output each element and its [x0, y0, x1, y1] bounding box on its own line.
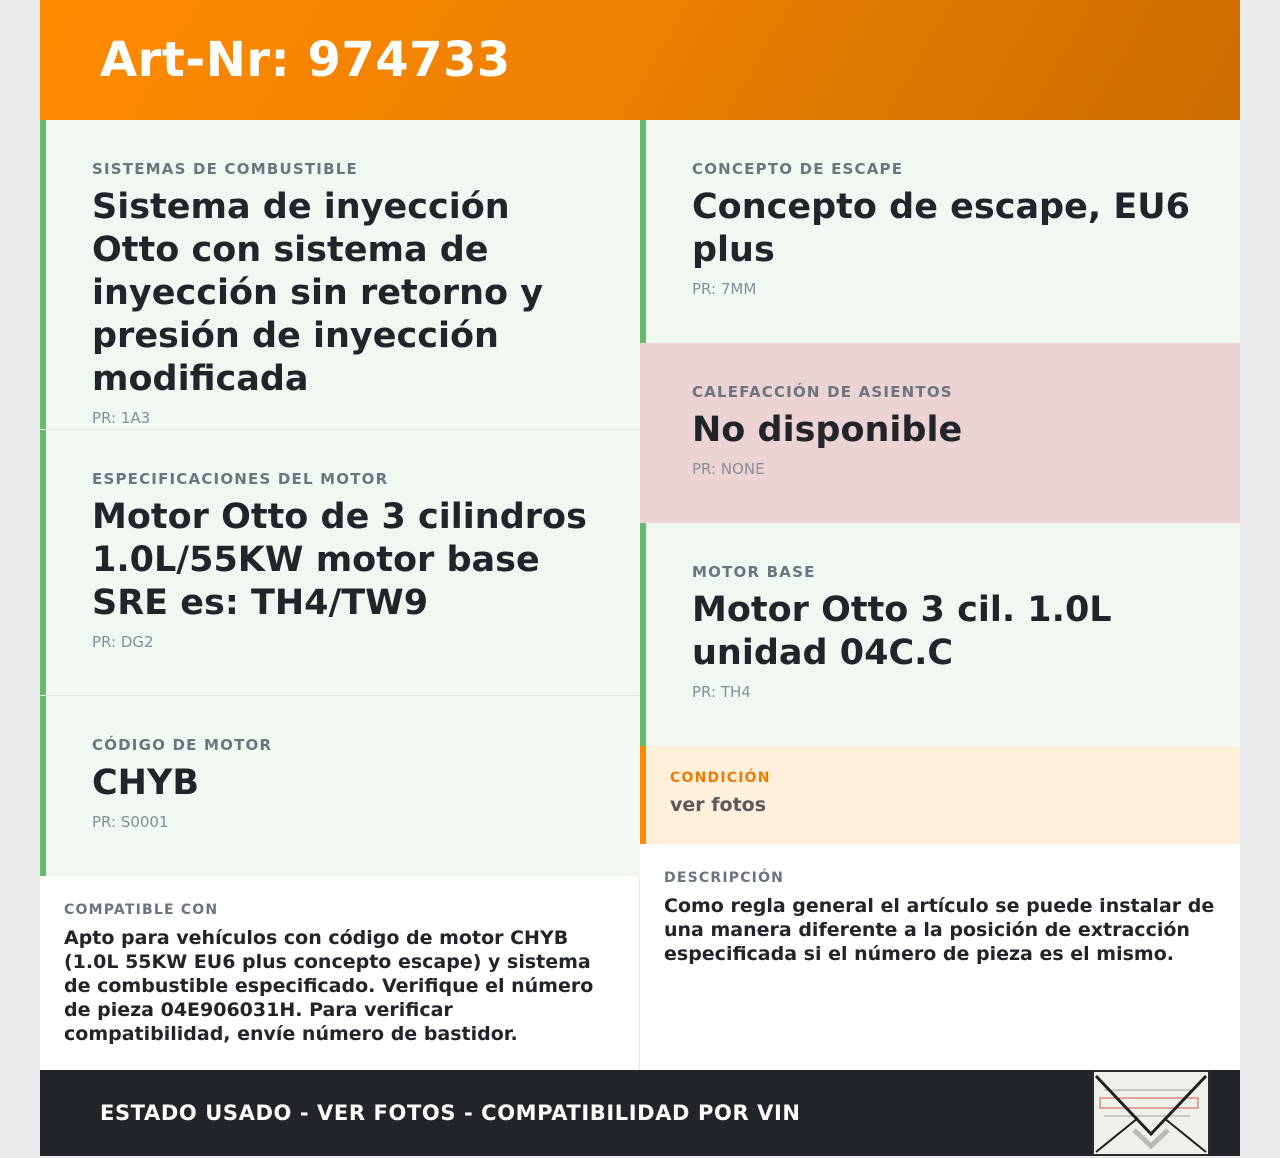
spec-pr-code: PR: S0001 — [92, 813, 169, 831]
compatible-section — [40, 902, 640, 1046]
column-divider — [639, 876, 640, 1070]
spec-label: CONCEPTO DE ESCAPE — [692, 160, 904, 178]
footer-bar — [40, 1070, 1240, 1156]
description-label: DESCRIPCIÓN — [664, 870, 785, 886]
spec-value: Sistema de inyección Otto con sistema de inyección sin retorno y presión de inyección modificada — [92, 187, 544, 399]
envelope-graphic — [1094, 1072, 1208, 1154]
spec-value: Motor Otto 3 cil. 1.0L unidad 04C.C — [692, 590, 1112, 673]
envelope-stamp-icon — [1092, 1070, 1210, 1156]
header-bar — [40, 0, 1240, 120]
article-number-title: Art-Nr: 974733 — [100, 32, 511, 88]
spec-value: Concepto de escape, EU6 plus — [692, 187, 1191, 270]
footer-text: ESTADO USADO - VER FOTOS - COMPATIBILIDAD POR VIN — [100, 1101, 801, 1125]
spec-card-engine-code — [40, 696, 640, 876]
spec-pr-code: PR: NONE — [692, 460, 765, 478]
compatible-text: Apto para vehículos con código de motor CHYB (1.0L 55KW EU6 plus concepto escape) y sistema de combustible especificado. Verifique el número de pieza 04E906031H. Para verificar compatibilidad, envíe número de bastidor. — [64, 927, 594, 1045]
spec-label: MOTOR BASE — [692, 563, 816, 581]
condition-box — [640, 746, 1240, 844]
description-section — [640, 870, 1240, 966]
compatible-label: COMPATIBLE CON — [64, 902, 219, 918]
spec-pr-code: PR: TH4 — [692, 683, 751, 701]
spec-label: CALEFACCIÓN DE ASIENTOS — [692, 383, 953, 401]
spec-pr-code: PR: 7MM — [692, 280, 757, 298]
condition-label: CONDICIÓN — [670, 770, 771, 786]
spec-value: CHYB — [92, 763, 199, 803]
spec-card-fuel-system — [40, 120, 640, 430]
spec-card-seat-heating — [640, 343, 1240, 523]
spec-card-base-engine — [640, 523, 1240, 746]
spec-value: No disponible — [692, 410, 963, 450]
spec-pr-code: PR: 1A3 — [92, 409, 151, 427]
description-text: Como regla general el artículo se puede instalar de una manera diferente a la posición de extracción especificada si el número de pieza es el mismo. — [664, 895, 1215, 965]
spec-label: CÓDIGO DE MOTOR — [92, 736, 273, 754]
spec-card-engine-spec — [40, 430, 640, 696]
spec-label: SISTEMAS DE COMBUSTIBLE — [92, 160, 358, 178]
spec-card-exhaust — [640, 120, 1240, 343]
spec-label: ESPECIFICACIONES DEL MOTOR — [92, 470, 389, 488]
product-sheet — [40, 0, 1240, 1156]
spec-value: Motor Otto de 3 cilindros 1.0L/55KW motor base SRE es: TH4/TW9 — [92, 497, 587, 623]
spec-pr-code: PR: DG2 — [92, 633, 154, 651]
spec-grid — [40, 120, 1240, 1070]
condition-value: ver fotos — [670, 794, 767, 816]
